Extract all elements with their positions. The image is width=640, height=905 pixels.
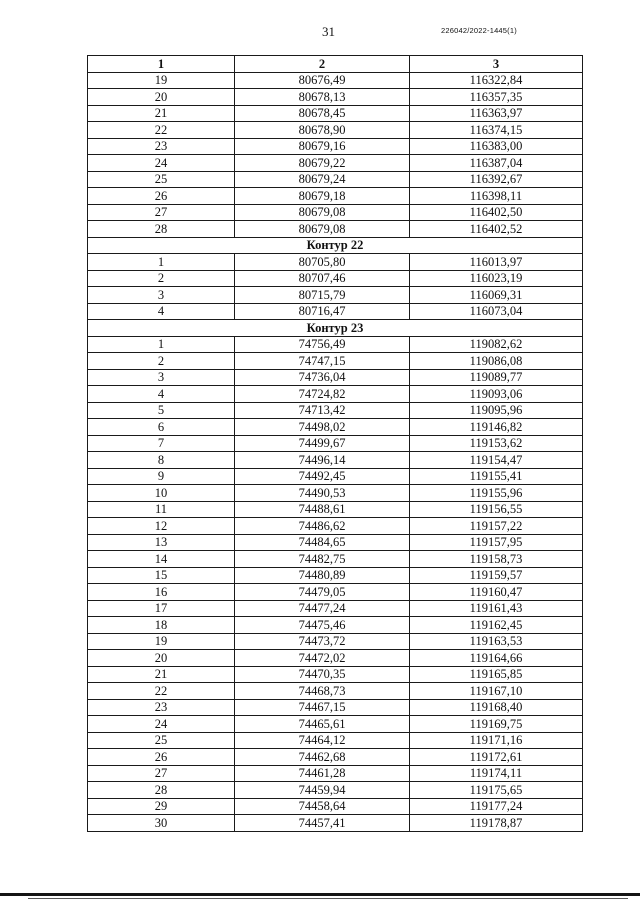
x-coordinate-cell: 74459,94 [235,782,410,799]
x-coordinate-cell: 74488,61 [235,501,410,518]
table-row [88,633,583,650]
x-coordinate-cell: 80705,80 [235,254,410,271]
table-row [88,402,583,419]
y-coordinate-cell: 119175,65 [410,782,583,799]
table-row [88,336,583,353]
x-coordinate-cell: 74736,04 [235,369,410,386]
table-row [88,732,583,749]
point-number-cell: 8 [88,452,235,469]
y-coordinate-cell: 119159,57 [410,567,583,584]
table-row [88,815,583,832]
y-coordinate-cell: 119095,96 [410,402,583,419]
x-coordinate-cell: 74713,42 [235,402,410,419]
table-row [88,221,583,238]
table-row [88,419,583,436]
y-coordinate-cell: 119157,22 [410,518,583,535]
column-header-1: 1 [88,56,235,73]
bottom-border-thin-line [28,898,628,899]
table-row [88,287,583,304]
x-coordinate-cell: 74756,49 [235,336,410,353]
point-number-cell: 25 [88,171,235,188]
y-coordinate-cell: 119153,62 [410,435,583,452]
x-coordinate-cell: 74464,12 [235,732,410,749]
point-number-cell: 6 [88,419,235,436]
table-row [88,155,583,172]
x-coordinate-cell: 74467,15 [235,699,410,716]
point-number-cell: 21 [88,666,235,683]
y-coordinate-cell: 119155,41 [410,468,583,485]
x-coordinate-cell: 74477,24 [235,600,410,617]
x-coordinate-cell: 74461,28 [235,765,410,782]
y-coordinate-cell: 119167,10 [410,683,583,700]
x-coordinate-cell: 74480,89 [235,567,410,584]
table-row [88,138,583,155]
table-row [88,699,583,716]
y-coordinate-cell: 119154,47 [410,452,583,469]
point-number-cell: 22 [88,122,235,139]
point-number-cell: 10 [88,485,235,502]
point-number-cell: 11 [88,501,235,518]
point-number-cell: 30 [88,815,235,832]
y-coordinate-cell: 119163,53 [410,633,583,650]
table-row [88,303,583,320]
table-row [88,716,583,733]
table-row [88,600,583,617]
table-header-row [88,56,583,73]
y-coordinate-cell: 119089,77 [410,369,583,386]
y-coordinate-cell: 119174,11 [410,765,583,782]
table-row [88,369,583,386]
x-coordinate-cell: 74484,65 [235,534,410,551]
y-coordinate-cell: 116383,00 [410,138,583,155]
point-number-cell: 27 [88,204,235,221]
x-coordinate-cell: 74472,02 [235,650,410,667]
x-coordinate-cell: 74465,61 [235,716,410,733]
column-header-3: 3 [410,56,583,73]
point-number-cell: 4 [88,386,235,403]
x-coordinate-cell: 80676,49 [235,72,410,89]
point-number-cell: 12 [88,518,235,535]
point-number-cell: 3 [88,369,235,386]
table-row [88,72,583,89]
x-coordinate-cell: 74747,15 [235,353,410,370]
point-number-cell: 2 [88,270,235,287]
table-row [88,353,583,370]
point-number-cell: 27 [88,765,235,782]
table-row [88,551,583,568]
point-number-cell: 7 [88,435,235,452]
y-coordinate-cell: 119157,95 [410,534,583,551]
table-row [88,171,583,188]
point-number-cell: 14 [88,551,235,568]
table-row [88,650,583,667]
table-row [88,782,583,799]
x-coordinate-cell: 74475,46 [235,617,410,634]
x-coordinate-cell: 74462,68 [235,749,410,766]
x-coordinate-cell: 74479,05 [235,584,410,601]
document-code: 226042/2022-1445(1) [441,26,517,35]
point-number-cell: 16 [88,584,235,601]
table-row [88,105,583,122]
table-row [88,584,583,601]
y-coordinate-cell: 116374,15 [410,122,583,139]
point-number-cell: 28 [88,782,235,799]
point-number-cell: 3 [88,287,235,304]
table-row [88,749,583,766]
table-row [88,485,583,502]
y-coordinate-cell: 119146,82 [410,419,583,436]
y-coordinate-cell: 116023,19 [410,270,583,287]
y-coordinate-cell: 116402,50 [410,204,583,221]
table-row [88,666,583,683]
y-coordinate-cell: 116392,67 [410,171,583,188]
point-number-cell: 5 [88,402,235,419]
point-number-cell: 23 [88,699,235,716]
point-number-cell: 22 [88,683,235,700]
bottom-border-line [0,893,640,896]
x-coordinate-cell: 80678,45 [235,105,410,122]
table-body [88,72,583,831]
point-number-cell: 4 [88,303,235,320]
table-row [88,798,583,815]
y-coordinate-cell: 119171,16 [410,732,583,749]
x-coordinate-cell: 80679,22 [235,155,410,172]
point-number-cell: 1 [88,336,235,353]
table-row [88,683,583,700]
y-coordinate-cell: 119155,96 [410,485,583,502]
point-number-cell: 28 [88,221,235,238]
x-coordinate-cell: 74496,14 [235,452,410,469]
table-row [88,765,583,782]
point-number-cell: 13 [88,534,235,551]
point-number-cell: 18 [88,617,235,634]
y-coordinate-cell: 116363,97 [410,105,583,122]
x-coordinate-cell: 74473,72 [235,633,410,650]
table-row [88,270,583,287]
point-number-cell: 19 [88,72,235,89]
table-row [88,452,583,469]
x-coordinate-cell: 74458,64 [235,798,410,815]
point-number-cell: 2 [88,353,235,370]
point-number-cell: 25 [88,732,235,749]
table-row [88,468,583,485]
y-coordinate-cell: 119160,47 [410,584,583,601]
table-row [88,518,583,535]
y-coordinate-cell: 116398,11 [410,188,583,205]
table-row [88,435,583,452]
section-header-row [88,237,583,254]
column-header-2: 2 [235,56,410,73]
point-number-cell: 26 [88,749,235,766]
point-number-cell: 19 [88,633,235,650]
y-coordinate-cell: 116357,35 [410,89,583,106]
point-number-cell: 26 [88,188,235,205]
x-coordinate-cell: 74486,62 [235,518,410,535]
point-number-cell: 23 [88,138,235,155]
x-coordinate-cell: 80679,18 [235,188,410,205]
section-header-row [88,320,583,337]
y-coordinate-cell: 119086,08 [410,353,583,370]
x-coordinate-cell: 80716,47 [235,303,410,320]
page-number: 31 [322,24,335,39]
x-coordinate-cell: 74490,53 [235,485,410,502]
point-number-cell: 9 [88,468,235,485]
x-coordinate-cell: 74724,82 [235,386,410,403]
x-coordinate-cell: 80679,24 [235,171,410,188]
point-number-cell: 21 [88,105,235,122]
y-coordinate-cell: 116322,84 [410,72,583,89]
y-coordinate-cell: 119093,06 [410,386,583,403]
y-coordinate-cell: 116073,04 [410,303,583,320]
x-coordinate-cell: 74499,67 [235,435,410,452]
y-coordinate-cell: 119172,61 [410,749,583,766]
x-coordinate-cell: 74457,41 [235,815,410,832]
y-coordinate-cell: 116402,52 [410,221,583,238]
y-coordinate-cell: 119169,75 [410,716,583,733]
x-coordinate-cell: 80707,46 [235,270,410,287]
table-row [88,567,583,584]
coordinates-table [87,55,583,832]
point-number-cell: 15 [88,567,235,584]
point-number-cell: 29 [88,798,235,815]
section-title: Контур 23 [88,320,583,337]
y-coordinate-cell: 119162,45 [410,617,583,634]
x-coordinate-cell: 80679,08 [235,221,410,238]
y-coordinate-cell: 119168,40 [410,699,583,716]
table-row [88,617,583,634]
table-row [88,188,583,205]
x-coordinate-cell: 80679,16 [235,138,410,155]
point-number-cell: 17 [88,600,235,617]
x-coordinate-cell: 74482,75 [235,551,410,568]
y-coordinate-cell: 119177,24 [410,798,583,815]
point-number-cell: 20 [88,650,235,667]
table-row [88,122,583,139]
point-number-cell: 24 [88,716,235,733]
y-coordinate-cell: 116013,97 [410,254,583,271]
x-coordinate-cell: 74498,02 [235,419,410,436]
x-coordinate-cell: 80678,90 [235,122,410,139]
point-number-cell: 20 [88,89,235,106]
x-coordinate-cell: 74468,73 [235,683,410,700]
x-coordinate-cell: 74470,35 [235,666,410,683]
table-row [88,204,583,221]
point-number-cell: 1 [88,254,235,271]
table-row [88,501,583,518]
x-coordinate-cell: 80715,79 [235,287,410,304]
section-title: Контур 22 [88,237,583,254]
table-row [88,89,583,106]
y-coordinate-cell: 119161,43 [410,600,583,617]
point-number-cell: 24 [88,155,235,172]
y-coordinate-cell: 119178,87 [410,815,583,832]
x-coordinate-cell: 80678,13 [235,89,410,106]
y-coordinate-cell: 119165,85 [410,666,583,683]
y-coordinate-cell: 119164,66 [410,650,583,667]
table-row [88,534,583,551]
table-row [88,386,583,403]
y-coordinate-cell: 116387,04 [410,155,583,172]
y-coordinate-cell: 119082,62 [410,336,583,353]
x-coordinate-cell: 80679,08 [235,204,410,221]
table-row [88,254,583,271]
x-coordinate-cell: 74492,45 [235,468,410,485]
y-coordinate-cell: 116069,31 [410,287,583,304]
y-coordinate-cell: 119158,73 [410,551,583,568]
y-coordinate-cell: 119156,55 [410,501,583,518]
